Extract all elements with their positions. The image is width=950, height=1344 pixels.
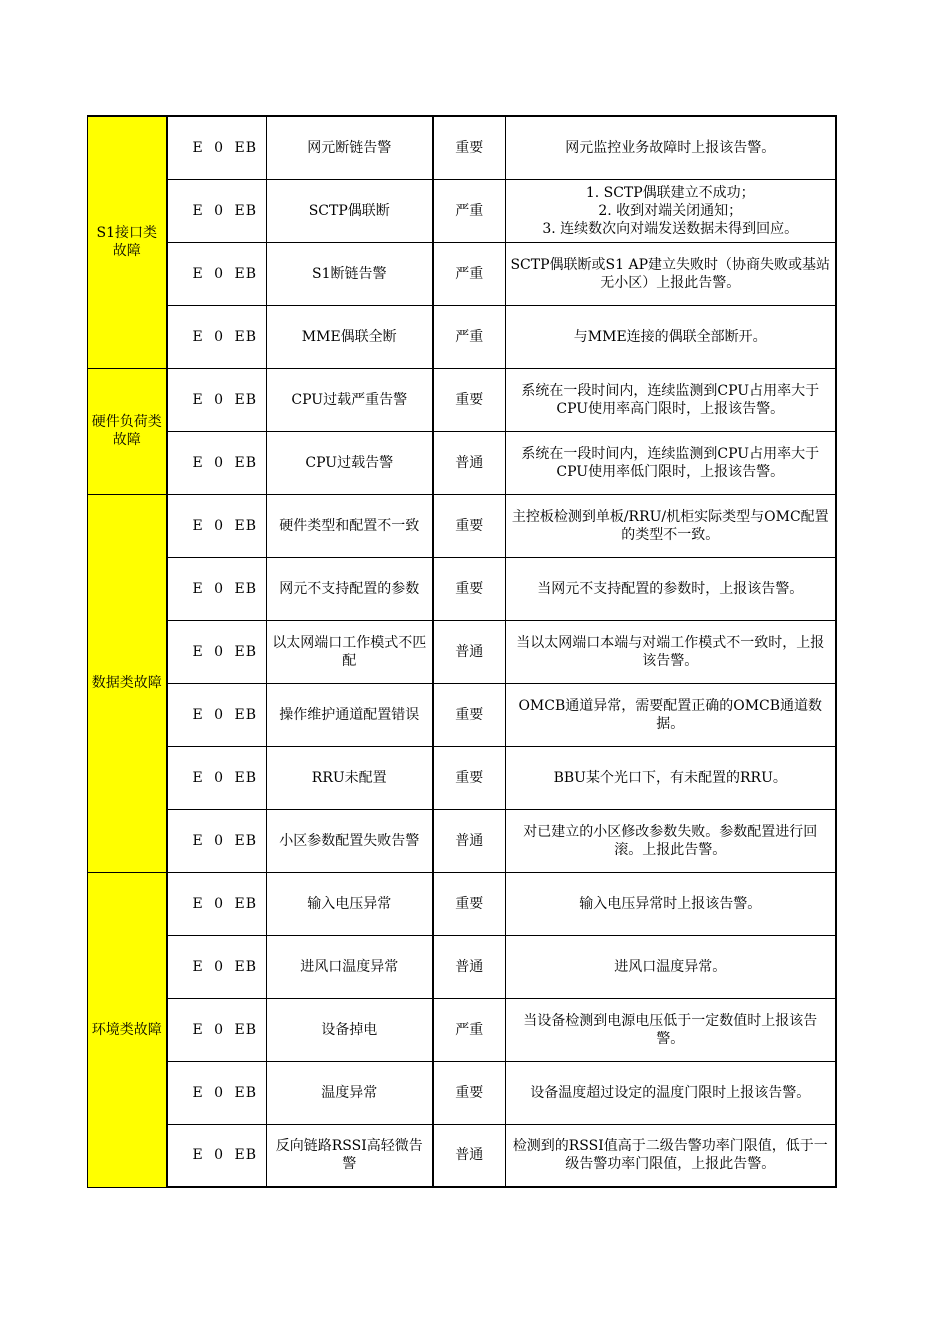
alarm-code-part: E [192,958,204,975]
alarm-code-part: E [192,895,204,912]
alarm-row [88,242,836,305]
alarm-row [88,620,836,683]
alarm-name-cell: S1断链告警 [267,242,433,305]
description-cell: 检测到的RSSI值高于二级告警功率门限值，低于一级告警功率门限值，上报此告警。 [506,1124,836,1187]
alarm-row [88,431,836,494]
alarm-code-part: 0 [214,139,225,156]
description-cell: 当设备检测到电源电压低于一定数值时上报该告警。 [506,998,836,1061]
alarm-code-part: EB [234,202,257,219]
alarm-row [88,179,836,242]
alarm-code-part: 0 [214,706,225,723]
alarm-code-cell [167,116,267,179]
alarm-row [88,683,836,746]
alarm-code [168,265,267,283]
description-cell: 对已建立的小区修改参数失败。参数配置进行回滚。上报此告警。 [506,809,836,872]
severity-cell: 严重 [433,179,506,242]
alarm-name-cell: 操作维护通道配置错误 [267,683,433,746]
description-cell: 进风口温度异常。 [506,935,836,998]
alarm-code-part: EB [234,706,257,723]
alarm-table-body [88,116,836,1187]
alarm-code-cell [167,557,267,620]
description-cell: 网元监控业务故障时上报该告警。 [506,116,836,179]
alarm-row [88,872,836,935]
description-cell: 系统在一段时间内，连续监测到CPU占用率大于CPU使用率高门限时，上报该告警。 [506,368,836,431]
alarm-code-cell [167,620,267,683]
severity-cell: 重要 [433,494,506,557]
description-cell: 设备温度超过设定的温度门限时上报该告警。 [506,1061,836,1124]
alarm-name-cell: 以太网端口工作模式不匹配 [267,620,433,683]
alarm-name-cell: CPU过载告警 [267,431,433,494]
alarm-code-part: EB [234,1147,257,1164]
alarm-name-cell: MME偶联全断 [267,305,433,368]
description-cell: 1. SCTP偶联建立不成功； 2. 收到对端关闭通知； 3. 连续数次向对端发送数据未得到回应。 [506,179,836,242]
description-cell: SCTP偶联断或S1 AP建立失败时（协商失败或基站无小区）上报此告警。 [506,242,836,305]
alarm-code-part: E [192,832,204,849]
alarm-row [88,998,836,1061]
alarm-name-cell: 温度异常 [267,1061,433,1124]
alarm-code-part: 0 [214,643,225,660]
severity-cell: 重要 [433,872,506,935]
description-cell: 输入电压异常时上报该告警。 [506,872,836,935]
alarm-row [88,557,836,620]
alarm-code-cell [167,179,267,242]
alarm-code [168,643,267,661]
severity-cell: 重要 [433,368,506,431]
category-cell: 环境类故障 [88,872,167,1187]
alarm-name-cell: RRU未配置 [267,746,433,809]
alarm-code-part: EB [234,328,257,345]
alarm-code [168,706,267,724]
alarm-row [88,935,836,998]
alarm-code-cell [167,305,267,368]
alarm-code [168,391,267,409]
alarm-code-part: 0 [214,265,225,282]
category-cell: 数据类故障 [88,494,167,872]
alarm-code-cell [167,242,267,305]
alarm-code-cell [167,998,267,1061]
description-cell: 与MME连接的偶联全部断开。 [506,305,836,368]
alarm-code [168,1021,267,1039]
alarm-code-part: E [192,517,204,534]
alarm-code-part: E [192,1147,204,1164]
alarm-row [88,116,836,179]
alarm-code-cell [167,683,267,746]
alarm-code-cell [167,1061,267,1124]
alarm-code-part: EB [234,139,257,156]
alarm-code-cell [167,872,267,935]
alarm-code-part: EB [234,265,257,282]
alarm-code-cell [167,1124,267,1187]
alarm-code-part: 0 [214,1084,225,1101]
alarm-code-part: EB [234,580,257,597]
alarm-name-cell: CPU过载严重告警 [267,368,433,431]
severity-cell: 重要 [433,1061,506,1124]
alarm-row [88,809,836,872]
alarm-code-cell [167,431,267,494]
alarm-code [168,202,267,220]
alarm-name-cell: 小区参数配置失败告警 [267,809,433,872]
alarm-code-part: E [192,580,204,597]
alarm-code-part: 0 [214,328,225,345]
alarm-row [88,368,836,431]
alarm-code-part: E [192,1021,204,1038]
alarm-code-cell [167,746,267,809]
alarm-code-part: E [192,454,204,471]
alarm-name-cell: 网元不支持配置的参数 [267,557,433,620]
severity-cell: 普通 [433,809,506,872]
alarm-code-cell [167,494,267,557]
alarm-code-part: 0 [214,1021,225,1038]
alarm-code-part: E [192,328,204,345]
severity-cell: 普通 [433,431,506,494]
alarm-row [88,1124,836,1187]
alarm-code-part: EB [234,895,257,912]
alarm-code-part: E [192,706,204,723]
alarm-code-part: 0 [214,769,225,786]
alarm-code-part: E [192,1084,204,1101]
alarm-code-part: EB [234,832,257,849]
alarm-code-part: E [192,391,204,408]
description-cell: BBU某个光口下，有未配置的RRU。 [506,746,836,809]
alarm-code [168,895,267,913]
alarm-name-cell: 设备掉电 [267,998,433,1061]
severity-cell: 重要 [433,116,506,179]
severity-cell: 重要 [433,683,506,746]
alarm-code-part: EB [234,517,257,534]
alarm-row [88,1061,836,1124]
category-cell: S1接口类故障 [88,116,167,368]
severity-cell: 普通 [433,620,506,683]
alarm-row [88,746,836,809]
alarm-code-part: E [192,769,204,786]
alarm-code-cell [167,935,267,998]
alarm-code-cell [167,368,267,431]
alarm-code-part: E [192,265,204,282]
alarm-code-part: 0 [214,580,225,597]
severity-cell: 严重 [433,242,506,305]
alarm-code-part: EB [234,391,257,408]
category-cell: 硬件负荷类故障 [88,368,167,494]
alarm-name-cell: 进风口温度异常 [267,935,433,998]
alarm-code [168,1084,267,1102]
alarm-name-cell: SCTP偶联断 [267,179,433,242]
alarm-name-cell: 硬件类型和配置不一致 [267,494,433,557]
alarm-name-cell: 网元断链告警 [267,116,433,179]
alarm-code-part: E [192,139,204,156]
alarm-row [88,494,836,557]
alarm-code-part: E [192,202,204,219]
severity-cell: 普通 [433,1124,506,1187]
description-cell: 当以太网端口本端与对端工作模式不一致时，上报该告警。 [506,620,836,683]
alarm-code-part: EB [234,958,257,975]
alarm-code-part: 0 [214,895,225,912]
alarm-code [168,580,267,598]
severity-cell: 严重 [433,998,506,1061]
alarm-name-cell: 反向链路RSSI高轻微告警 [267,1124,433,1187]
description-cell: OMCB通道异常，需要配置正确的OMCB通道数据。 [506,683,836,746]
alarm-code-part: EB [234,643,257,660]
alarm-code-part: EB [234,1021,257,1038]
alarm-code [168,1146,267,1164]
alarm-code-part: 0 [214,832,225,849]
alarm-code-part: EB [234,454,257,471]
description-cell: 系统在一段时间内，连续监测到CPU占用率大于CPU使用率低门限时，上报该告警。 [506,431,836,494]
alarm-code [168,517,267,535]
alarm-code-part: 0 [214,202,225,219]
alarm-code-part: E [192,643,204,660]
alarm-code [168,769,267,787]
alarm-code-part: 0 [214,391,225,408]
alarm-code-part: 0 [214,1147,225,1164]
description-cell: 当网元不支持配置的参数时，上报该告警。 [506,557,836,620]
alarm-code [168,328,267,346]
alarm-code-part: 0 [214,517,225,534]
severity-cell: 普通 [433,935,506,998]
alarm-code-part: 0 [214,958,225,975]
alarm-code-part: 0 [214,454,225,471]
severity-cell: 严重 [433,305,506,368]
alarm-code [168,832,267,850]
severity-cell: 重要 [433,746,506,809]
alarm-name-cell: 输入电压异常 [267,872,433,935]
alarm-code [168,454,267,472]
alarm-code-part: EB [234,1084,257,1101]
alarm-table [87,115,837,1188]
alarm-code-part: EB [234,769,257,786]
alarm-code [168,958,267,976]
alarm-row [88,305,836,368]
alarm-code [168,139,267,157]
alarm-code-cell [167,809,267,872]
severity-cell: 重要 [433,557,506,620]
description-cell: 主控板检测到单板/RRU/机柜实际类型与OMC配置的类型不一致。 [506,494,836,557]
